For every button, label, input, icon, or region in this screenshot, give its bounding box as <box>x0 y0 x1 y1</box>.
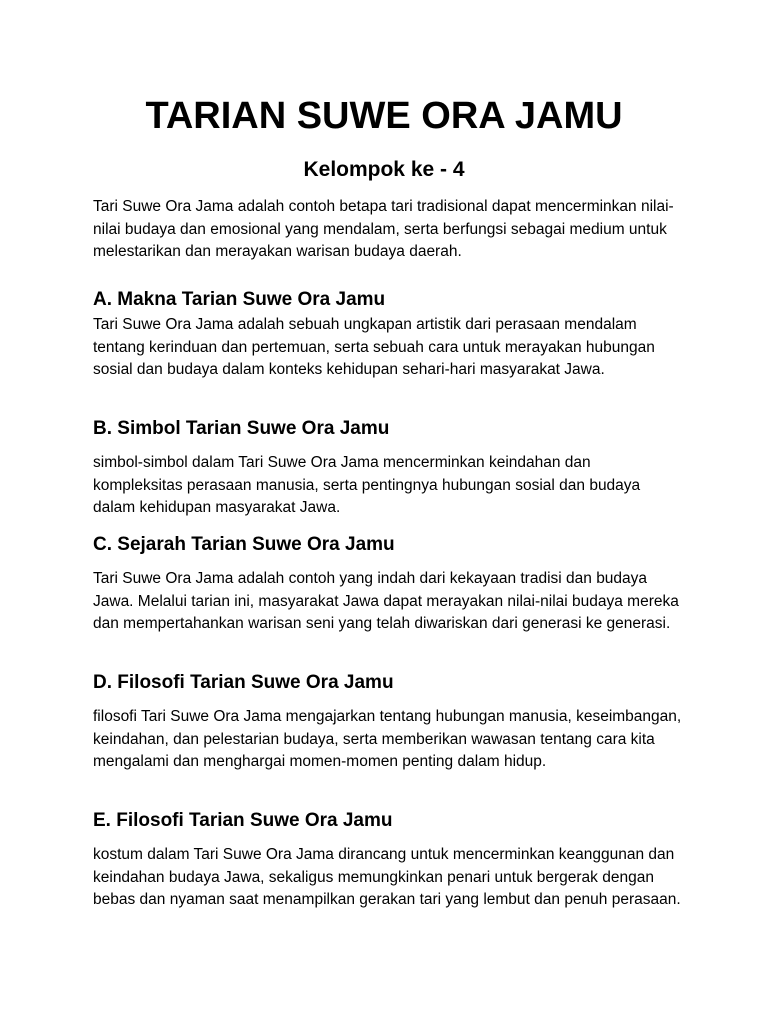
section-body-d: filosofi Tari Suwe Ora Jama mengajarkan tentang hubungan manusia, keseimbangan, keindahan, dan pelestarian budaya, serta memberikan wawasan tentang cara kita mengalami dan menghargai momen-momen penting dalam hidup. <box>93 708 682 770</box>
section-body-c: Tari Suwe Ora Jama adalah contoh yang indah dari kekayaan tradisi dan budaya Jawa. Melalui tarian ini, masyarakat Jawa dapat merayakan nilai-nilai budaya mereka dan mempertahankan warisan seni yang telah diwariskan dari generasi ke generasi. <box>93 570 679 632</box>
section-body-b: simbol-simbol dalam Tari Suwe Ora Jama mencerminkan keindahan dan kompleksitas perasaan manusia, serta pentingnya hubungan sosial dan budaya dalam kehidupan masyarakat Jawa. <box>93 454 641 516</box>
section-heading-e: E. Filosofi Tarian Suwe Ora Jamu <box>93 810 393 831</box>
section-body-a: Tari Suwe Ora Jama adalah sebuah ungkapan artistik dari perasaan mendalam tentang kerinduan dan pertemuan, serta sebuah cara untuk merayakan hubungan sosial dan budaya dalam konteks kehidupan sehari-hari masyarakat Jawa. <box>93 316 655 378</box>
intro-paragraph: Tari Suwe Ora Jama adalah contoh betapa tari tradisional dapat mencerminkan nilai-nilai budaya dan emosional yang mendalam, serta berfungsi sebagai medium untuk melestarikan dan merayakan warisan budaya daerah. <box>93 198 674 260</box>
document-title: TARIAN SUWE ORA JAMU <box>145 95 623 137</box>
section-heading-d: D. Filosofi Tarian Suwe Ora Jamu <box>93 672 394 693</box>
section-body-e: kostum dalam Tari Suwe Ora Jama dirancang untuk mencerminkan keanggunan dan keindahan budaya Jawa, sekaligus memungkinkan penari untuk bergerak dengan bebas dan nyaman saat menampilkan gerakan tari yang lembut dan penuh perasaan. <box>93 846 681 908</box>
section-heading-b: B. Simbol Tarian Suwe Ora Jamu <box>93 418 390 439</box>
section-heading-c: C. Sejarah Tarian Suwe Ora Jamu <box>93 534 395 555</box>
section-heading-a: A. Makna Tarian Suwe Ora Jamu <box>93 289 386 310</box>
document-subtitle: Kelompok ke - 4 <box>303 158 465 181</box>
